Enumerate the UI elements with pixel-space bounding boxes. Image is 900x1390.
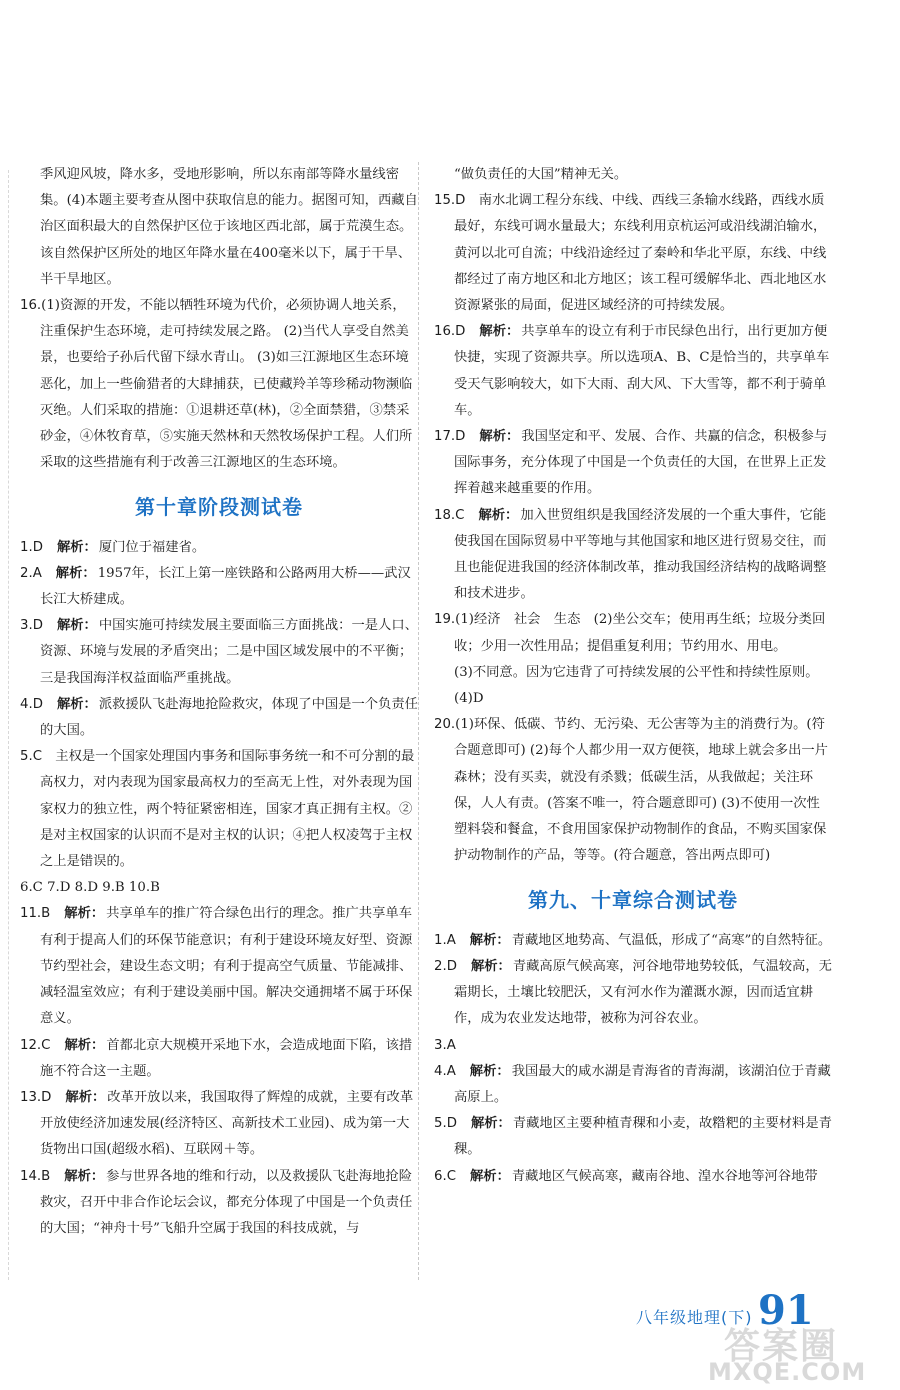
item-number: 3. <box>434 1037 447 1053</box>
item-number: 12. <box>20 1037 42 1053</box>
item-text: 1957年，长江上第一座铁路和公路两用大桥——武汉长江大桥建成。 <box>40 565 411 608</box>
item-number: 4. <box>20 696 33 712</box>
item-answer: A <box>446 932 456 948</box>
item-answer: C <box>446 1168 456 1184</box>
answer-item <box>20 535 418 561</box>
item-answer: D <box>32 618 43 634</box>
answer-item <box>434 424 832 503</box>
watermark <box>708 1318 898 1390</box>
answer-item <box>20 613 418 692</box>
item-number: 1. <box>434 932 447 948</box>
item-text: 首都北京大规模开采地下水，会造成地面下陷，该措施不符合这一主题。 <box>40 1037 413 1079</box>
binding-edge-line <box>8 170 9 1280</box>
answer-item <box>20 744 418 875</box>
item-text: (1)资源的开发，不能以牺牲环境为代价，必须协调人地关系，注重保护生态环境，走可持续发展之路。 (2)当代人享受自然美景，也要给子孙后代留下绿水青山。 (3)如三江源地区生态环境恶化，加上一些偷猎者的大肆捕获，已使藏羚羊等珍稀动物濒临灭绝。人们采取的措施：①退耕还草(林)，②全面禁猎，③禁采砂金，④休牧育草，⑤实施天然林和天然牧场保护工程。人们所采取的这些措施有利于改善三江源地区的生态环境。 <box>40 298 413 471</box>
page-number: 91 <box>758 1287 814 1334</box>
item-number: 16. <box>20 298 42 314</box>
footer-subject-label: 八年级地理(下) <box>636 1308 753 1327</box>
item-answer: D <box>32 539 43 555</box>
answer-list <box>434 188 832 869</box>
item-number: 4. <box>434 1063 447 1079</box>
answer-item <box>434 1059 832 1111</box>
analysis-label: 解析： <box>469 932 510 948</box>
analysis-label: 解析： <box>56 618 97 634</box>
item-answer: D <box>41 1089 52 1105</box>
item-text: 改革开放以来，我国取得了辉煌的成就，主要有改革开放使经济加速发展(经济特区、高新技术工业园)、成为第一大货物出口国(超级水稻)、互联网＋等。 <box>40 1089 414 1158</box>
answer-item <box>20 1085 418 1164</box>
item-text: 青藏高原气候高寒，河谷地带地势较低，气温较高，无霜期长，土壤比较肥沃，又有河水作为灌溉水源，因而适宜耕作，成为农业发达地带，被称为河谷农业。 <box>454 958 832 1027</box>
answer-item <box>434 607 832 659</box>
analysis-label: 解析： <box>56 696 97 712</box>
answer-item <box>20 1033 418 1085</box>
item-text: (1)环保、低碳、节约、无污染、无公害等为主的消费行为。(符合题意即可) (2)每个人都少用一双方便筷，地球上就会多出一片森林；没有买卖，就没有杀戮；低碳生活，从我做起；关注环保，人人有责。(答案不唯一，符合题意即可) (3)不使用一次性塑料袋和餐盒，不食用国家保护动物制作的食品，不购买国家保护动物制作的产品，等等。(符合题意，答出两点即可) <box>454 717 828 864</box>
item-answer: A <box>446 1063 456 1079</box>
item-number: 20. <box>434 717 456 733</box>
item-number: 6. <box>434 1168 447 1184</box>
item-number: 3. <box>20 618 33 634</box>
answer-item <box>434 660 832 712</box>
right-column <box>434 162 832 1190</box>
answer-item <box>434 1164 832 1190</box>
answer-item <box>20 692 418 744</box>
answer-item <box>20 561 418 613</box>
answer-item-16 <box>20 293 418 476</box>
item-answer: B <box>41 906 51 922</box>
watermark-logo: 答案圈 <box>724 1326 839 1367</box>
answer-item <box>434 954 832 1033</box>
item-number: 14. <box>20 1168 42 1184</box>
item-number: 5. <box>20 749 33 765</box>
answer-item <box>434 503 832 608</box>
item-answer: B <box>41 1168 51 1184</box>
answer-item <box>434 712 832 869</box>
analysis-label: 解析： <box>64 906 105 922</box>
item-answer: D <box>446 1116 457 1132</box>
item-text: 青藏地区主要种植青稞和小麦，故糌粑的主要材料是青稞。 <box>454 1116 832 1158</box>
item-number: 5. <box>434 1116 447 1132</box>
item-text: 派救援队飞赴海地抢险救灾，体现了中国是一个负责任的大国。 <box>40 696 418 739</box>
item-number: 11. <box>20 906 42 922</box>
item-answer: D <box>455 193 466 209</box>
item-text: (3)不同意。因为它违背了可持续发展的公平性和持续性原则。 (4)D <box>454 664 819 707</box>
section-title: 第九、十章综合测试卷 <box>528 888 738 913</box>
analysis-label: 解析： <box>65 1089 106 1105</box>
item-text: 青藏地区地势高、气温低，形成了“高寒”的自然特征。 <box>511 932 832 948</box>
item-text: 共享单车的设立有利于市民绿色出行，出行更加方便快捷，实现了资源共享。所以选项A、B、C是恰当的，共享单车受天气影响较大，如下大雨、刮大风、下大雪等，都不利于骑单车。 <box>454 324 830 418</box>
watermark-url: MXQE.COM <box>708 1358 867 1386</box>
analysis-label: 解析： <box>55 565 96 581</box>
item-text: 主权是一个国家处理国内事务和国际事务统一和不可分割的最高权力，对内表现为国家最高权力的至高无上性，对外表现为国家权力的独立性，两个特征紧密相连，国家才真正拥有主权。②是对主权国家的认识而不是对主权的认识；④把人权凌驾于主权之上是错误的。 <box>40 749 415 870</box>
item-number: 1. <box>20 539 33 555</box>
answer-item <box>434 1111 832 1163</box>
answer-item <box>434 928 832 954</box>
analysis-label: 解析： <box>469 1168 510 1184</box>
item-number: 2. <box>20 565 33 581</box>
answer-list <box>20 535 418 1242</box>
answer-list <box>434 928 832 1190</box>
item-answer: C <box>41 1037 51 1053</box>
continued-answer: 季风迎风坡，降水多，受地形影响，所以东南部等降水量线密集。(4)本题主要考查从图中获取信息的能力。据图可知，西藏自治区面积最大的自然保护区位于该地区西北部，属于荒漠生态。该自然保护区所处的地区年降水量在400毫米以下，属于干旱、半干旱地区。 <box>40 167 418 287</box>
item-text: (1)经济 社会 生态 (2)坐公交车；使用再生纸；垃圾分类回收；少用一次性用品；提倡重复利用；节约用水、用电。 <box>454 612 826 654</box>
column-divider <box>418 162 419 1280</box>
answer-item <box>434 319 832 424</box>
item-answer: D <box>455 324 466 340</box>
item-answer: A <box>32 565 42 581</box>
item-answer: D <box>455 429 466 445</box>
item-number: 19. <box>434 612 456 628</box>
item-text: 青藏地区气候高寒，藏南谷地、湟水谷地等河谷地带 <box>511 1168 818 1184</box>
analysis-label: 解析： <box>469 1063 510 1079</box>
analysis-label: 解析： <box>478 507 519 523</box>
item-text: 参与世界各地的维和行动，以及救援队飞赴海地抢险救灾，召开中非合作论坛会议，都充分体现了中国是一个负责任的大国；“神舟十号”飞船升空属于我国的科技成就，与 <box>40 1168 413 1236</box>
analysis-label: 解析： <box>64 1037 105 1053</box>
item-number: 13. <box>20 1089 42 1105</box>
analysis-label: 解析： <box>479 429 520 445</box>
answer-item <box>434 188 832 319</box>
answer-item <box>434 1033 832 1059</box>
item-number: 16. <box>434 324 456 340</box>
answer-item <box>20 875 418 901</box>
item-text: 厦门位于福建省。 <box>98 539 206 555</box>
item-text: 共享单车的推广符合绿色出行的理念。推广共享单车有利于提高人们的环保节能意识；有利于建设环境友好型、资源节约型社会，建设生态文明；有利于提高空气质量、节能减排、减轻温室效应；有利于建设美丽中国。解决交通拥堵不属于环保意义。 <box>40 906 413 1027</box>
left-column <box>20 162 418 1242</box>
answer-item <box>20 901 418 1032</box>
item-answer: D <box>32 696 43 712</box>
item-answer: A <box>446 1037 456 1053</box>
item-number: 2. <box>434 958 447 974</box>
item-text: 我国坚定和平、发展、合作、共赢的信念，积极参与国际事务，充分体现了中国是一个负责任的大国，在世界上正发挥着越来越重要的作用。 <box>454 429 828 497</box>
item-text: 我国最大的咸水湖是青海省的青海湖，该湖泊位于青藏高原上。 <box>454 1063 831 1105</box>
item-text: 6.C 7.D 8.D 9.B 10.B <box>20 880 160 896</box>
item-answer: C <box>455 507 465 523</box>
item-number: 17. <box>434 429 456 445</box>
analysis-label: 解析： <box>64 1168 105 1184</box>
item-number: 15. <box>434 193 456 209</box>
section-title: 第十章阶段测试卷 <box>135 495 303 520</box>
analysis-label: 解析： <box>479 324 520 340</box>
item-answer: D <box>446 958 457 974</box>
item-text: 加入世贸组织是我国经济发展的一个重大事件，它能使我国在国际贸易中平等地与其他国家和地区进行贸易交往，而且也能促进我国的经济体制改革，推动我国经济结构的战略调整和技术进步。 <box>454 507 827 602</box>
item-text: 中国实施可持续发展主要面临三方面挑战：一是人口、资源、环境与发展的矛盾突出；二是中国区域发展中的不平衡；三是我国海洋权益面临严重挑战。 <box>40 618 418 686</box>
continued-answer: “做负责任的大国”精神无关。 <box>454 167 628 182</box>
item-number: 18. <box>434 507 456 523</box>
analysis-label: 解析： <box>56 539 97 555</box>
answer-item <box>20 1164 418 1243</box>
analysis-label: 解析： <box>470 958 511 974</box>
item-answer: C <box>32 749 42 765</box>
item-text: 南水北调工程分东线、中线、西线三条输水线路，西线水质最好，东线可调水量最大；东线利用京杭运河或沿线湖泊输水，黄河以北可自流；中线沿途经过了秦岭和华北平原，东线、中线都经过了南方地区和北方地区；该工程可缓解华北、西北地区水资源紧张的局面，促进区域经济的可持续发展。 <box>454 193 827 314</box>
analysis-label: 解析： <box>470 1116 511 1132</box>
